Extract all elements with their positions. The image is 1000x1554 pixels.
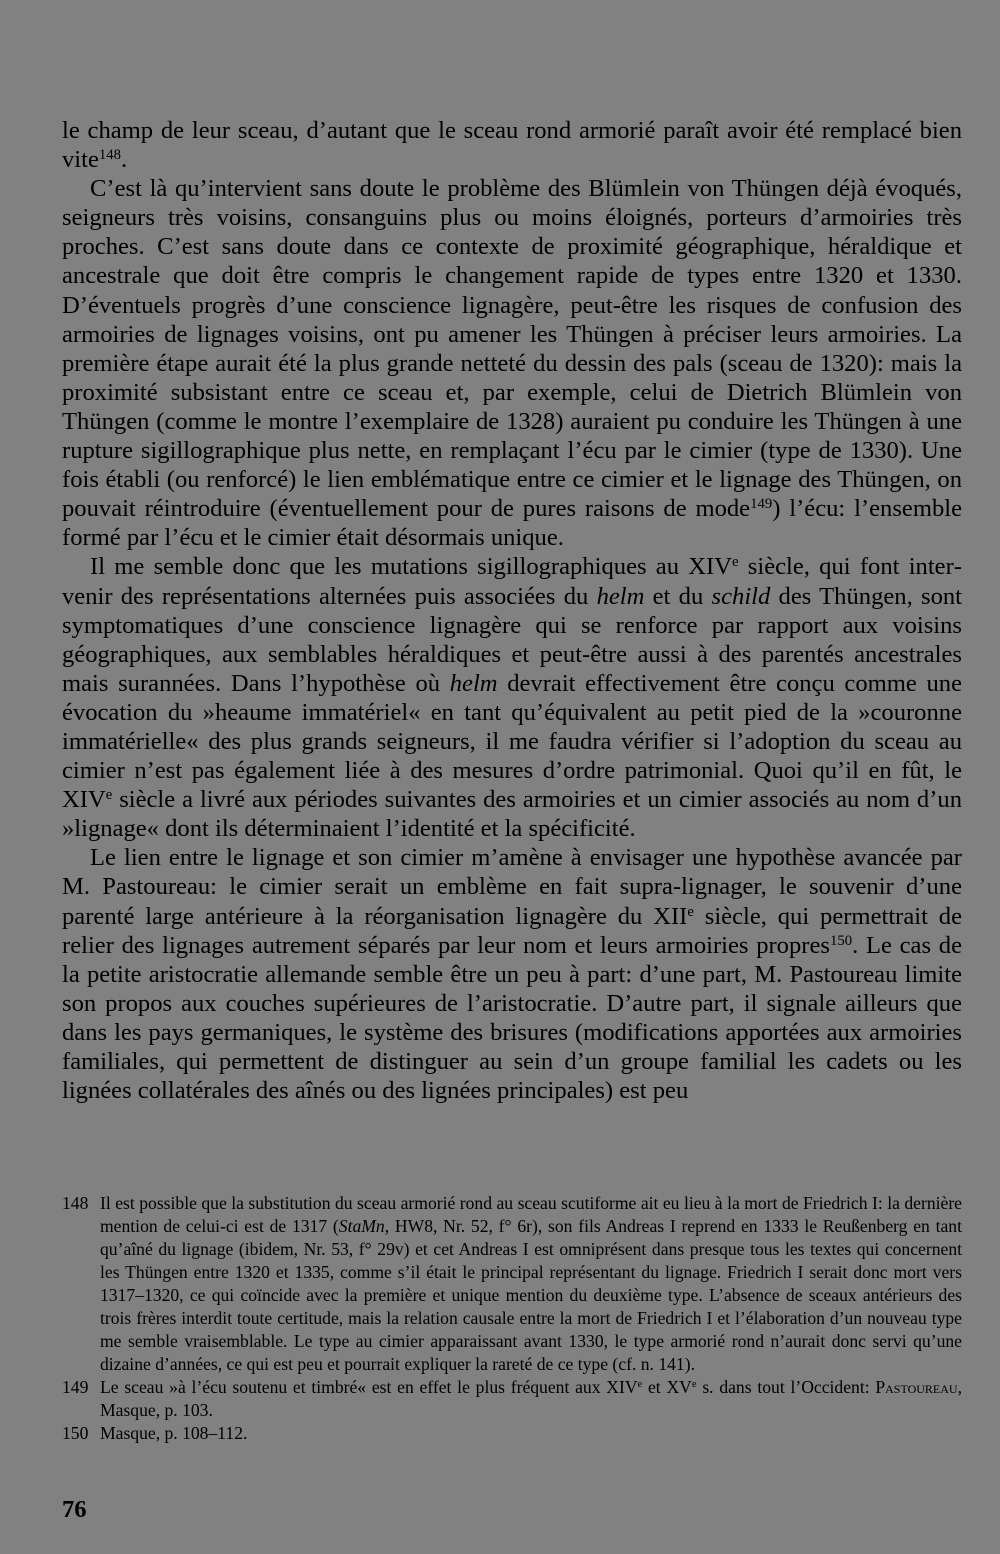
superscript: 148 — [98, 146, 122, 163]
italic-text: helm — [449, 669, 498, 697]
superscript: e — [731, 554, 739, 571]
text-run: Le lien entre le lignage et son cimier m’amène à envisager une hypothèse avancée par M. Pastoureau: le cimier serait un emblème en fait supra-lignager, le souvenir d’une parenté large antérieure à la réorganisation lignagère du XII — [62, 844, 962, 930]
footnote — [62, 1192, 962, 1376]
superscript: 150 — [829, 932, 853, 949]
paragraph — [62, 843, 962, 1105]
text-run: Il est possible que la substitution du sceau armorié rond au sceau scutiforme ait eu lieu à la mort de Friedrich I: la dernière mention de celui-ci est de 1317 ( — [100, 1193, 962, 1236]
text-run: ) l’écu: l’ensemble formé par l’écu et le cimier était désormais unique. — [62, 495, 962, 552]
text-run: . — [121, 146, 128, 174]
body-text — [62, 116, 962, 1105]
superscript: e — [105, 787, 113, 804]
italic-text: helm — [596, 582, 645, 610]
text-run: siècle, qui permettrait de relier des lignages autrement séparés par leur nom et leurs armoiries propres — [62, 902, 962, 959]
italic-text: schild — [711, 582, 771, 610]
page-number: 76 — [62, 1496, 87, 1523]
footnote-number: 150 — [62, 1423, 89, 1443]
text-run: Masque, p. 108–112. — [100, 1423, 248, 1443]
footnote — [62, 1422, 962, 1445]
text-run: et du — [644, 582, 712, 610]
text-run: devrait effectivement être conçu comme une évocation du »heaume immatériel« en tant qu’équivalent au petit pied de la »couronne immatérielle« des plus grands seigneurs, il me faudra vérifier si l’adoption du sceau au cimier n’est pas également liée à des mesures d’ordre patrimonial. Quoi qu’il en fût, le XIV — [62, 669, 962, 814]
paragraph — [62, 116, 962, 174]
text-run: Il me semble donc que les mutations sigillographiques au XIV — [90, 553, 732, 581]
footnote-number: 149 — [62, 1377, 89, 1397]
text-run: , Masque, p. 103. — [100, 1377, 963, 1420]
footnote-number: 148 — [62, 1193, 89, 1213]
superscript: 149 — [750, 496, 773, 513]
text-run: siècle, qui font intervenir des représentations alternées puis associées du — [62, 553, 962, 610]
superscript: e — [687, 903, 694, 920]
text-run: Le sceau »à l’écu soutenu et timbré« est en effet le plus fréquent aux XIV — [100, 1377, 638, 1397]
superscript: e — [637, 1379, 643, 1391]
text-run: C’est là qu’intervient sans doute le problème des Blümlein von Thüngen déjà évoqués, seigneurs très voisins, consanguins plus ou moins éloignés, porteurs d’armoiries très proches. C’est sans doute dans ce contexte de proximité géographique, héraldique et ancestrale que doit être compris le changement rapide de types entre 1320 et 1330. D’éventuels progrès d’une conscience lignagère, peut-être les risques de confusion des armoiries de lignages voisins, ont pu amener les Thüngen à préciser leurs armoiries. La première étape aurait été la plus grande netteté du dessin des pals (sceau de 1320): mais la proximité subsistant entre ce sceau et, par exemple, celui de Dietrich Blümlein von Thüngen (comme le montre l’exemplaire de 1328) auraient pu conduire les Thüngen à une rupture sigillographique plus nette, en remplaçant l’écu par le cimier (type de 1330). Une fois établi (ou renforcé) le lien emblématique entre ce cimier et le lignage des Thüngen, on pouvait réintroduire (éventuellement pour de pures raisons de mode — [62, 175, 962, 523]
text-run: le champ de leur sceau, d’autant que le sceau rond armorié paraît avoir été remplacé bien vite — [62, 117, 962, 174]
italic-text: StaMn — [338, 1216, 385, 1236]
paragraph — [62, 552, 962, 843]
text-run: , HW8, Nr. 52, f° 6r), son fils Andreas I reprend en 1333 le Reußenberg en tant qu’aîné du lignage (ibidem, Nr. 53, f° 29v) et cet Andreas I est omniprésent dans presque tous les textes qui concernent les Thüngen entre 1320 et 1335, comme s’il était le principal représentant du lignage. Friedrich I serait donc mort vers 1317–1320, ce qui coïncide avec la première et unique mention du deuxième type. L’absence de sceaux antérieurs des trois frères interdit toute certitude, mais la relation causale entre la mort de Friedrich I et l’élaboration d’un nouveau type me semble vraisemblable. Le type au cimier apparaissant avant 1330, le type armorié rond n’aurait donc servi qu’une dizaine d’années, ce qui est peu et pourrait expliquer la rareté de ce type (cf. n. 141). — [100, 1216, 962, 1374]
footnote — [62, 1376, 962, 1422]
superscript: e — [691, 1379, 697, 1391]
footnotes — [62, 1192, 962, 1445]
text-run: siècle a livré aux périodes suivantes des armoiries et un cimier associés au nom d’un »lignage« dont ils déterminaient l’identité et la spécificité. — [62, 786, 962, 843]
text-run: s. dans tout l’Occident: — [696, 1377, 876, 1397]
text-run: . Le cas de la petite aristocratie allemande semble être un peu à part: d’une part, M. Pastoureau limite son propos aux couches supérieures de l’aristocratie. D’autre part, il signale ailleurs que dans les pays germaniques, le système des brisures (modifications apportées aux armoiries familiales, qui permettent de distinguer au sein d’un groupe familial les cadets ou les lignées collatérales des aînés ou des lignées principales) est peu — [62, 931, 962, 1105]
text-run: et XV — [642, 1377, 692, 1397]
paragraph — [62, 174, 962, 552]
small-caps-text: Pastoureau — [875, 1377, 958, 1397]
text-run: des Thüngen, sont symptomatiques d’une conscience lignagère qui se renforce par rapport aux voisins géographiques, aux semblables héraldiques et peut-être aussi à des parentés ancestrales mais surannées. Dans l’hypothèse où — [62, 582, 962, 697]
